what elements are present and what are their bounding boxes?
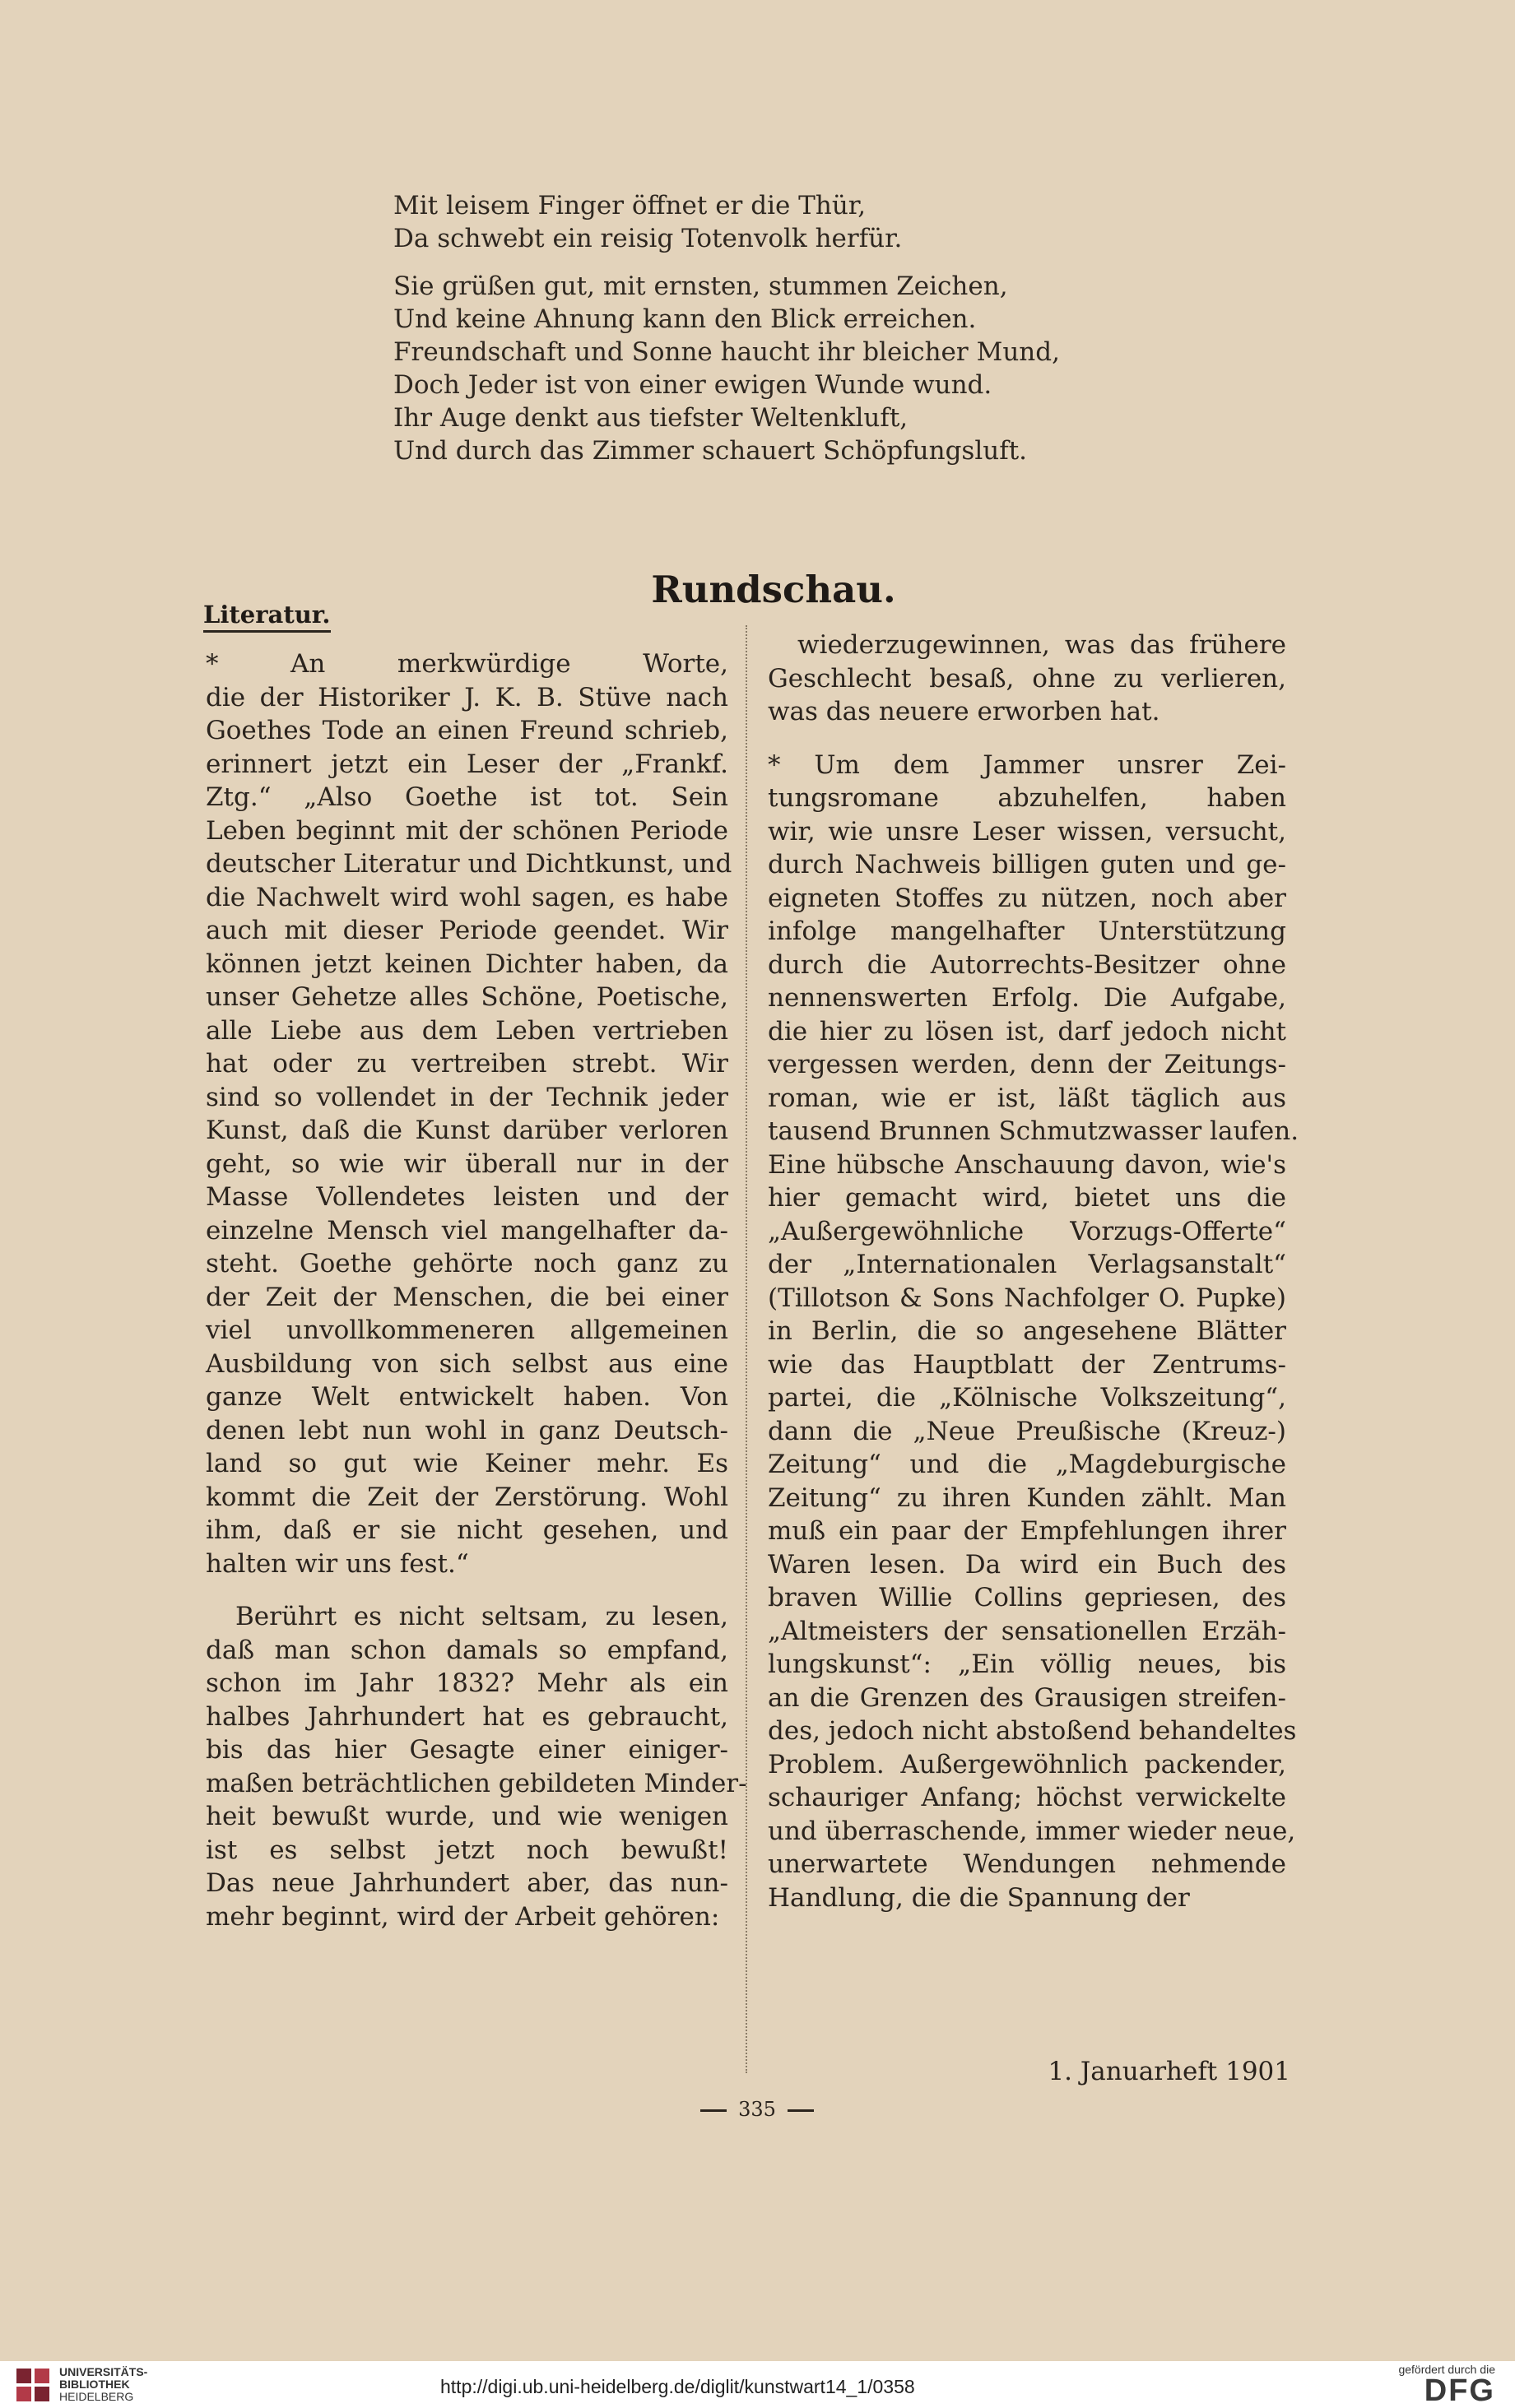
text-line: steht. Goethe gehörte noch ganz zu — [206, 1249, 728, 1278]
poem-line: Da schwebt ein reisig Totenvolk herfür. — [393, 224, 903, 253]
text-line: land so gut wie Keiner mehr. Es — [206, 1449, 728, 1478]
text-line: Masse Vollendetes leisten und der — [206, 1182, 728, 1212]
poem-line: Doch Jeder ist von einer ewigen Wunde wund. — [393, 370, 992, 400]
text-line: * An merkwürdige Worte, — [206, 649, 728, 679]
text-line: erinnert jetzt ein Leser der „Frankf. — [206, 749, 728, 779]
text-line: braven Willie Collins gepriesen, des — [768, 1583, 1286, 1612]
text-line: eigneten Stoffes zu nützen, noch aber — [768, 883, 1286, 913]
text-line: heit bewußt wurde, und wie wenigen — [206, 1802, 728, 1831]
text-line: partei, die „Kölnische Volkszeitung“, — [768, 1383, 1286, 1413]
library-line1: UNIVERSITÄTS- — [59, 2365, 148, 2378]
text-line: mehr beginnt, wird der Arbeit gehören: — [206, 1901, 720, 1932]
text-line: wir, wie unsre Leser wissen, versucht, — [768, 816, 1286, 847]
text-line: durch Nachweis billigen guten und ge- — [768, 850, 1286, 879]
text-line: muß ein paar der Empfehlungen ihrer — [768, 1516, 1286, 1546]
library-line3: HEIDELBERG — [59, 2390, 134, 2403]
text-line: schauriger Anfang; höchst verwickelte — [768, 1783, 1286, 1812]
dash-left — [700, 2109, 727, 2112]
text-line: in Berlin, die so angesehene Blätter — [768, 1316, 1286, 1346]
column-divider — [746, 625, 747, 2073]
text-line: alle Liebe aus dem Leben vertrieben — [206, 1015, 728, 1046]
text-line: hier gemacht wird, bietet uns die — [768, 1183, 1286, 1213]
text-line: einzelne Mensch viel mangelhafter da- — [206, 1215, 728, 1246]
text-line: Leben beginnt mit der schönen Periode — [206, 815, 728, 846]
right-column — [768, 629, 1299, 1914]
text-line: unser Gehetze alles Schöne, Poetische, — [206, 982, 728, 1012]
page-title: Rundschau. — [651, 568, 896, 611]
text-line: Waren lesen. Da wird ein Buch des — [768, 1549, 1286, 1580]
text-line: ihm, daß er sie nicht gesehen, und — [206, 1515, 728, 1545]
text-line: halten wir uns fest.“ — [206, 1548, 469, 1579]
dash-right — [788, 2109, 814, 2112]
text-line: an die Grenzen des Grausigen streifen- — [768, 1682, 1286, 1713]
poem-line: Und durch das Zimmer schauert Schöpfungsluft. — [393, 436, 1028, 466]
text-line: die Nachwelt wird wohl sagen, es habe — [206, 882, 728, 912]
text-line: roman, wie er ist, läßt täglich aus — [768, 1083, 1286, 1113]
text-line: der „Internationalen Verlagsanstalt“ — [768, 1250, 1286, 1279]
dfg-logo-icon: DFG — [1424, 2373, 1495, 2408]
poem-line: Mit leisem Finger öffnet er die Thür, — [393, 191, 867, 220]
text-line: geht, so wie wir überall nur in der — [206, 1148, 728, 1179]
text-line: Zeitung“ und die „Magdeburgische — [768, 1450, 1286, 1479]
section-heading: Literatur. — [203, 601, 331, 633]
text-line: Kunst, daß die Kunst darüber verloren — [206, 1116, 728, 1145]
paragraph-gap — [768, 729, 1286, 749]
page-number — [675, 2098, 839, 2121]
paragraph-gap — [206, 1580, 728, 1600]
text-line: wiederzugewinnen, was das frühere — [797, 630, 1286, 660]
text-line: hat oder zu vertreiben strebt. Wir — [206, 1049, 728, 1079]
text-line: auch mit dieser Periode geendet. Wir — [206, 916, 728, 945]
text-line: daß man schon damals so empfand, — [206, 1635, 728, 1665]
text-line: Handlung, die die Spannung der — [768, 1882, 1190, 1913]
text-line: kommt die Zeit der Zerstörung. Wohl — [206, 1482, 728, 1512]
text-line: dann die „Neue Preußische (Kreuz-) — [768, 1416, 1286, 1446]
text-line: deutscher Literatur und Dichtkunst, und — [206, 849, 732, 879]
poem-block — [393, 189, 1216, 482]
university-library-logo-icon — [15, 2367, 51, 2403]
text-line: bis das hier Gesagte einer einiger- — [206, 1735, 728, 1765]
text-line: tausend Brunnen Schmutzwasser laufen. — [768, 1116, 1299, 1146]
text-line: * Um dem Jammer unsrer Zei- — [768, 749, 1286, 780]
text-line: der Zeit der Menschen, die bei einer — [206, 1282, 728, 1312]
text-line: nennenswerten Erfolg. Die Aufgabe, — [768, 983, 1286, 1013]
text-line: wie das Hauptblatt der Zentrums- — [768, 1349, 1286, 1380]
text-line: „Altmeisters der sensationellen Erzäh- — [768, 1616, 1286, 1646]
text-line: Das neue Jahrhundert aber, das nun- — [206, 1868, 728, 1898]
poem-line: Ihr Auge denkt aus tiefster Weltenkluft, — [393, 403, 909, 433]
issue-line: 1. Januarheft 1901 — [1048, 2057, 1290, 2086]
text-line: tungsromane abzuhelfen, haben — [768, 783, 1286, 813]
text-line: Zeitung“ zu ihren Kunden zählt. Man — [768, 1482, 1286, 1513]
poem-stanza — [393, 270, 1216, 467]
text-line: können jetzt keinen Dichter haben, da — [206, 949, 728, 979]
library-line2: BIBLIOTHEK — [59, 2378, 130, 2391]
text-line: und überraschende, immer wieder neue, — [768, 1816, 1296, 1846]
text-line: Ztg.“ „Also Goethe ist tot. Sein — [206, 782, 728, 812]
text-line: durch die Autorrechts-Besitzer ohne — [768, 949, 1286, 980]
text-line: lungskunst“: „Ein völlig neues, bis — [768, 1649, 1286, 1679]
text-line: „Außergewöhnliche Vorzugs-Offerte“ — [768, 1216, 1286, 1246]
text-line: ist es selbst jetzt noch bewußt! — [206, 1835, 728, 1865]
text-line: die der Historiker J. K. B. Stüve nach — [206, 682, 728, 712]
text-line: Eine hübsche Anschauung davon, wie's — [768, 1149, 1286, 1180]
text-line: ganze Welt entwickelt haben. Von — [206, 1382, 728, 1412]
text-line: des, jedoch nicht abstoßend behandeltes — [768, 1716, 1297, 1746]
page-number-text: 335 — [738, 2098, 776, 2121]
text-line: denen lebt nun wohl in ganz Deutsch- — [206, 1415, 728, 1445]
text-line: Problem. Außergewöhnlich packender, — [768, 1749, 1286, 1779]
text-line: maßen beträchtlichen gebildeten Minder- — [206, 1768, 747, 1798]
text-line: vergessen werden, denn der Zeitungs- — [768, 1050, 1286, 1079]
poem-line: Und keine Ahnung kann den Blick erreichen. — [393, 304, 977, 334]
text-line: unerwartete Wendungen nehmende — [768, 1849, 1286, 1879]
text-line: halbes Jahrhundert hat es gebraucht, — [206, 1701, 728, 1732]
poem-line: Freundschaft und Sonne haucht ihr bleicher Mund, — [393, 337, 1060, 367]
text-line: (Tillotson & Sons Nachfolger O. Pupke) — [768, 1283, 1286, 1313]
text-line: viel unvollkommeneren allgemeinen — [206, 1315, 728, 1345]
text-line: Berührt es nicht seltsam, zu lesen, — [235, 1602, 728, 1631]
text-line: schon im Jahr 1832? Mehr als ein — [206, 1668, 728, 1698]
text-line: was das neuere erworben hat. — [768, 697, 1160, 726]
text-line: infolge mangelhafter Unterstützung — [768, 916, 1286, 946]
funding-text: gefördert durch die — [1398, 2363, 1495, 2376]
text-line: Geschlecht besaß, ohne zu verlieren, — [768, 663, 1286, 694]
library-name — [59, 2366, 147, 2403]
poem-stanza — [393, 189, 1216, 255]
poem-line: Sie grüßen gut, mit ernsten, stummen Zeichen, — [393, 271, 1008, 301]
left-column — [206, 647, 747, 1933]
text-line: Goethes Tode an einen Freund schrieb, — [206, 716, 728, 745]
text-line: die hier zu lösen ist, darf jedoch nicht — [768, 1016, 1286, 1046]
text-line: Ausbildung von sich selbst aus eine — [206, 1348, 728, 1379]
source-url-link[interactable]: http://digi.ub.uni-heidelberg.de/diglit/kunstwart14_1/0358 — [440, 2376, 915, 2397]
text-line: sind so vollendet in der Technik jeder — [206, 1082, 728, 1112]
